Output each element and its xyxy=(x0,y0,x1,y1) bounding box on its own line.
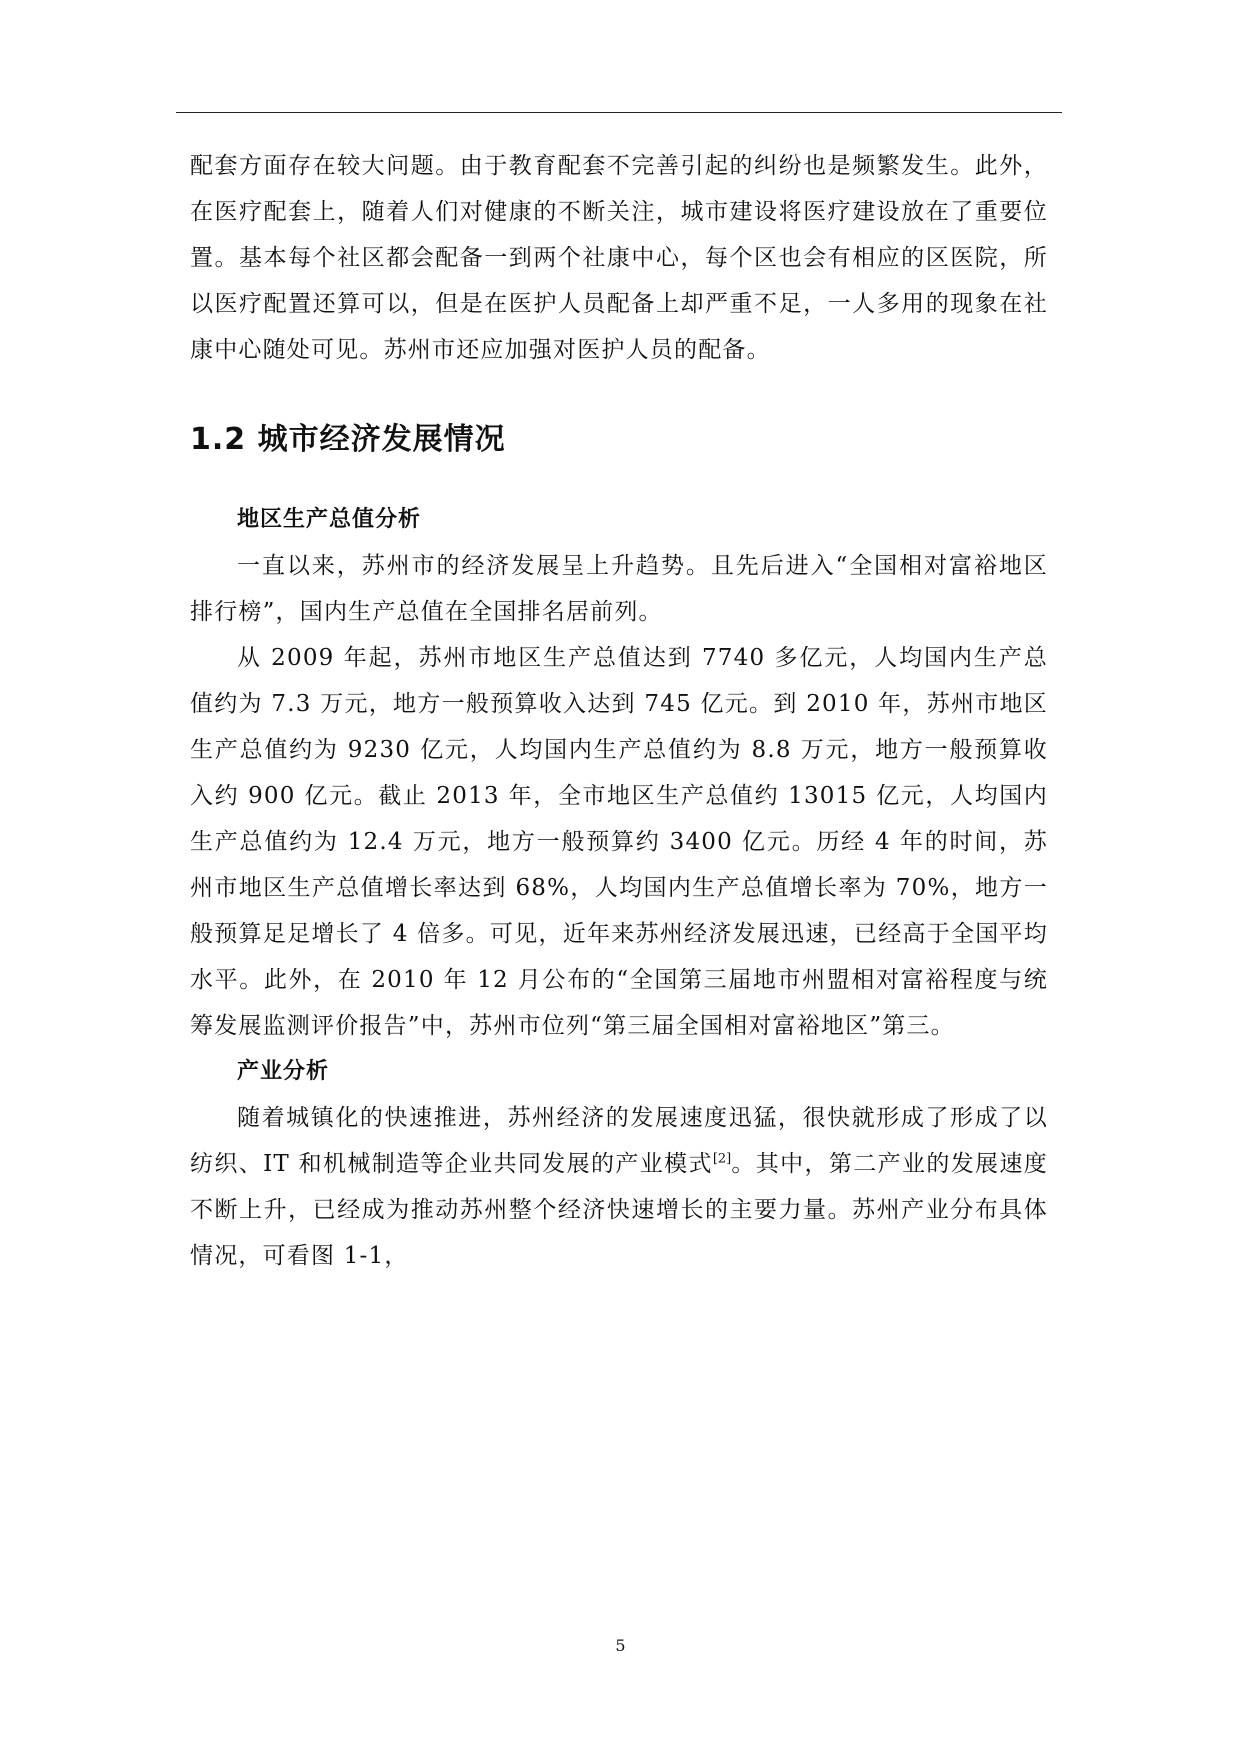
section-heading: 1.2 城市经济发展情况 xyxy=(190,422,506,457)
gdp-paragraph-1: 一直以来，苏州市的经济发展呈上升趋势。且先后进入“全国相对富裕地区排行榜”，国内生产总值在全国排名居前列。 xyxy=(190,553,1048,625)
page-number: 5 xyxy=(615,1636,626,1655)
industry-text-part-2: 。其中，第二产业的发展速度不断上升，已经成为推动苏州整个经济快速增长的主要力量。苏州产业分布具体情况，可看图 1-1， xyxy=(190,1151,1048,1269)
industry-analysis-heading: 产业分析 xyxy=(237,1059,330,1084)
gdp-paragraph-2: 从 2009 年起，苏州市地区生产总值达到 7740 多亿元，人均国内生产总值约为 7.3 万元，地方一般预算收入达到 745 亿元。到 2010 年，苏州市地区生产总值约为 9230 亿元，人均国内生产总值约为 8.8 万元，地方一般预算收入约 900 亿元。截止 2013 年，全市地区生产总值约 13015 亿元，人均国内生产总值约为 12.4 万元，地方一般预算约 3400 亿元。历经 4 年的时间，苏州市地区生产总值增长率达到 68%，人均国内生产总值增长率为 70%，地方一般预算足足增长了 4 倍多。可见，近年来苏州经济发展迅速，已经高于全国平均水平。此外，在 2010 年 12 月公布的“全国第三届地市州盟相对富裕程度与统筹发展监测评价报告”中，苏州市位列“第三届全国相对富裕地区”第三。 xyxy=(190,645,1048,1039)
document-body xyxy=(190,143,1048,1279)
citation-reference[interactable]: [2] xyxy=(712,1151,732,1167)
header-rule xyxy=(176,112,1062,113)
industry-paragraph xyxy=(190,1095,1048,1279)
intro-paragraph: 配套方面存在较大问题。由于教育配套不完善引起的纠纷也是频繁发生。此外，在医疗配套上，随着人们对健康的不断关注，城市建设将医疗建设放在了重要位置。基本每个社区都会配备一到两个社康中心，每个区也会有相应的区医院，所以医疗配置还算可以，但是在医护人员配备上却严重不足，一人多用的现象在社康中心随处可见。苏州市还应加强对医护人员的配备。 xyxy=(190,153,1048,363)
industry-text-part-1: 随着城镇化的快速推进，苏州经济的发展速度迅猛，很快就形成了形成了以纺织、IT 和机械制造等企业共同发展的产业模式 xyxy=(190,1105,1048,1177)
gdp-analysis-heading: 地区生产总值分析 xyxy=(237,507,422,532)
